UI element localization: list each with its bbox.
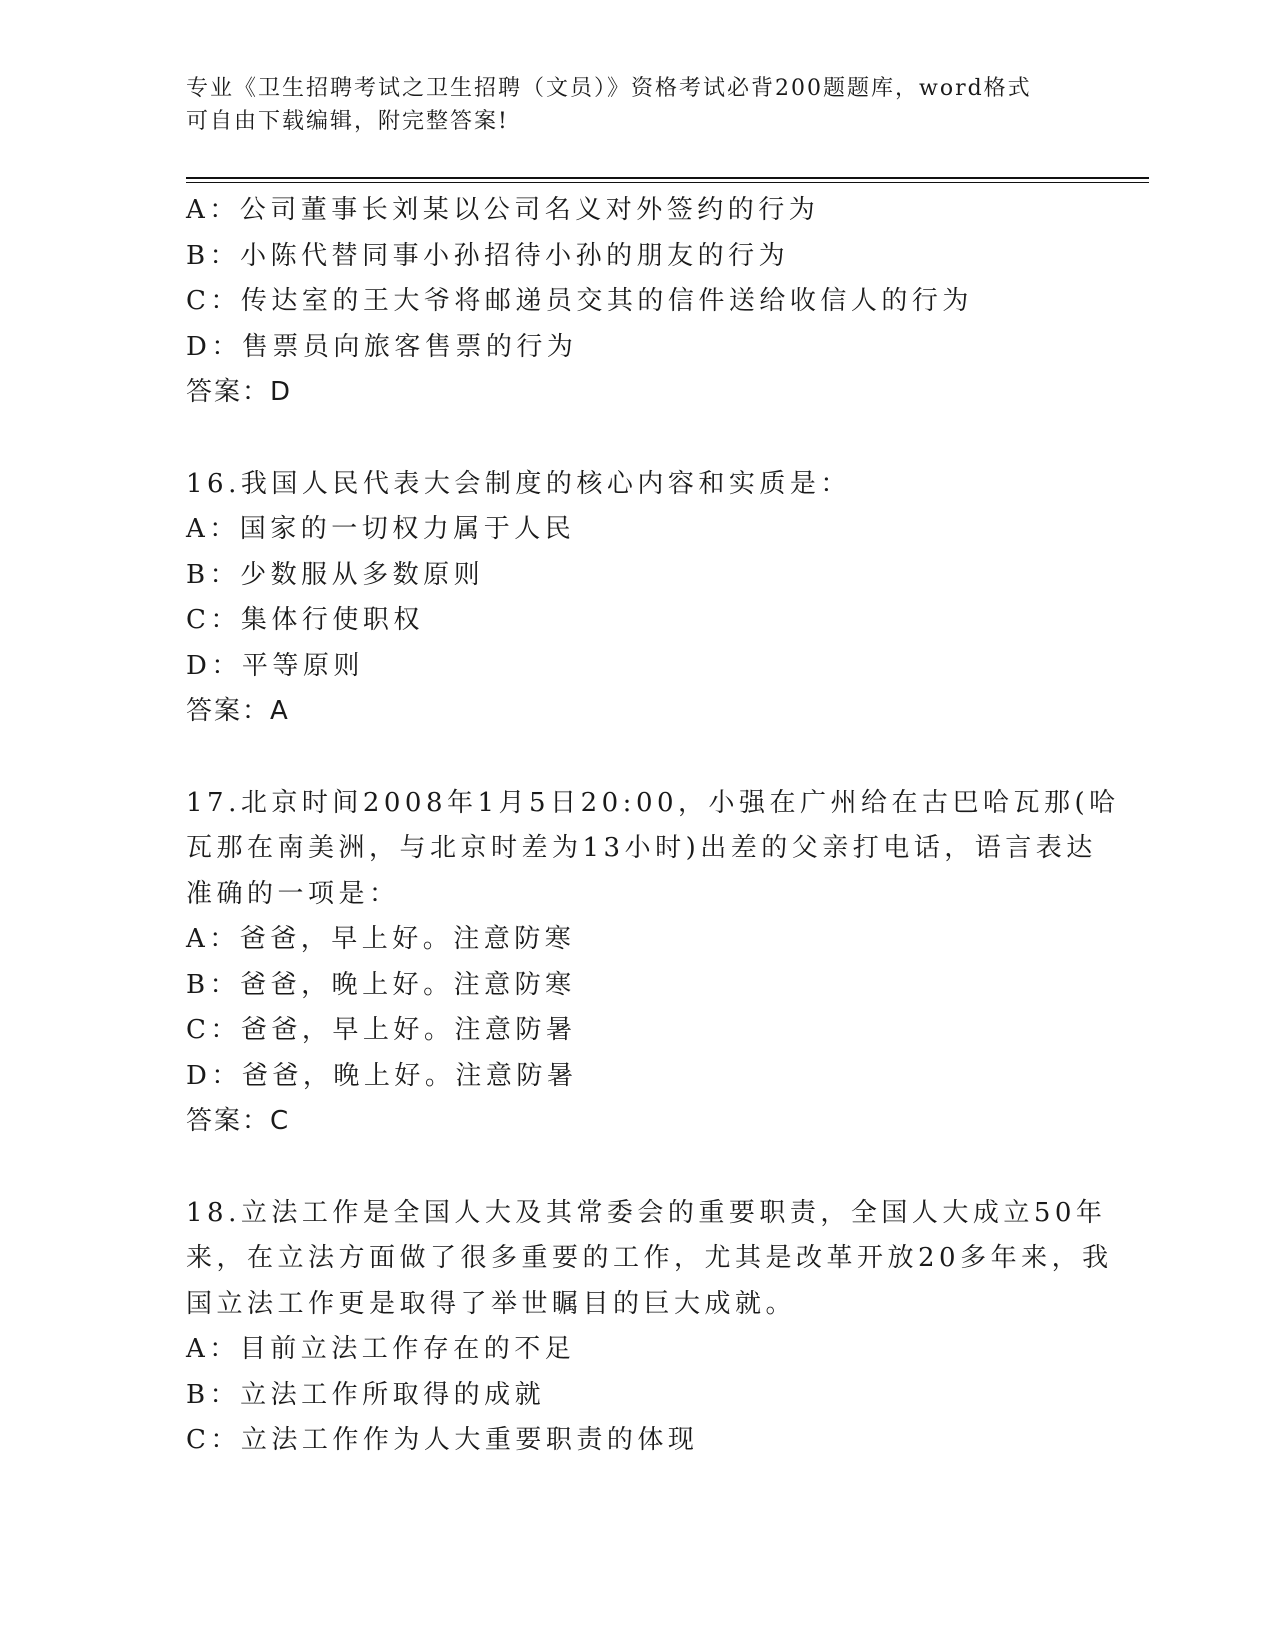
question-list: [186, 188, 1120, 1464]
option-c: C：爸爸，早上好。注意防暑: [186, 1015, 577, 1045]
question-stem-line-1: 18.立法工作是全国人大及其常委会的重要职责，全国人大成立50年: [186, 1197, 1107, 1228]
option-b: B：小陈代替同事小孙招待小孙的朋友的行为: [186, 240, 790, 271]
option-d: D：爸爸，晚上好。注意防暑: [186, 1060, 578, 1091]
question-spacer: [186, 416, 1066, 462]
option-b: B：少数服从多数原则: [186, 559, 485, 590]
question-15: [186, 188, 1066, 416]
option-c: C：集体行使职权: [186, 605, 424, 635]
question-17: [186, 781, 1120, 1145]
answer-line: 答案：C: [186, 1106, 291, 1136]
option-b: B：爸爸，晚上好。注意防寒: [186, 969, 576, 1000]
header-divider-thin: [186, 182, 1149, 183]
question-spacer: [186, 735, 1066, 781]
header-divider-thick: [186, 177, 1149, 179]
header-title-line-2: 可自由下载编辑，附完整答案!: [186, 109, 509, 134]
question-stem-line-2: 瓦那在南美洲，与北京时差为13小时)出差的父亲打电话，语言表达: [186, 833, 1097, 863]
option-a: A：目前立法工作存在的不足: [186, 1334, 576, 1364]
option-d: D：售票员向旅客售票的行为: [186, 331, 578, 362]
option-b: B：立法工作所取得的成就: [186, 1379, 546, 1410]
option-a: A：公司董事长刘某以公司名义对外签约的行为: [186, 195, 820, 225]
option-c: C：传达室的王大爷将邮递员交其的信件送给收信人的行为: [186, 286, 973, 316]
header-title-line-1: 专业《卫生招聘考试之卫生招聘（文员）》资格考试必背200题题库，word格式: [186, 76, 1032, 101]
question-stem-line-1: 17.北京时间2008年1月5日20:00，小强在广州给在古巴哈瓦那(哈: [186, 787, 1120, 818]
option-a: A：国家的一切权力属于人民: [186, 514, 576, 544]
question-spacer: [186, 1145, 1066, 1191]
question-stem-line-3: 准确的一项是：: [186, 878, 400, 909]
document-header: [186, 72, 1066, 138]
answer-line: 答案：A: [186, 696, 290, 726]
question-16: [186, 462, 1066, 735]
option-c: C：立法工作作为人大重要职责的体现: [186, 1425, 699, 1455]
question-stem-line-2: 来，在立法方面做了很多重要的工作，尤其是改革开放20多年来，我: [186, 1243, 1113, 1273]
answer-line: 答案：D: [186, 377, 293, 407]
option-a: A：爸爸，早上好。注意防寒: [186, 924, 576, 954]
option-d: D：平等原则: [186, 650, 364, 681]
question-18: [186, 1191, 1113, 1464]
question-stem: 16.我国人民代表大会制度的核心内容和实质是：: [186, 468, 851, 499]
question-stem-line-3: 国立法工作更是取得了举世瞩目的巨大成就。: [186, 1288, 797, 1319]
